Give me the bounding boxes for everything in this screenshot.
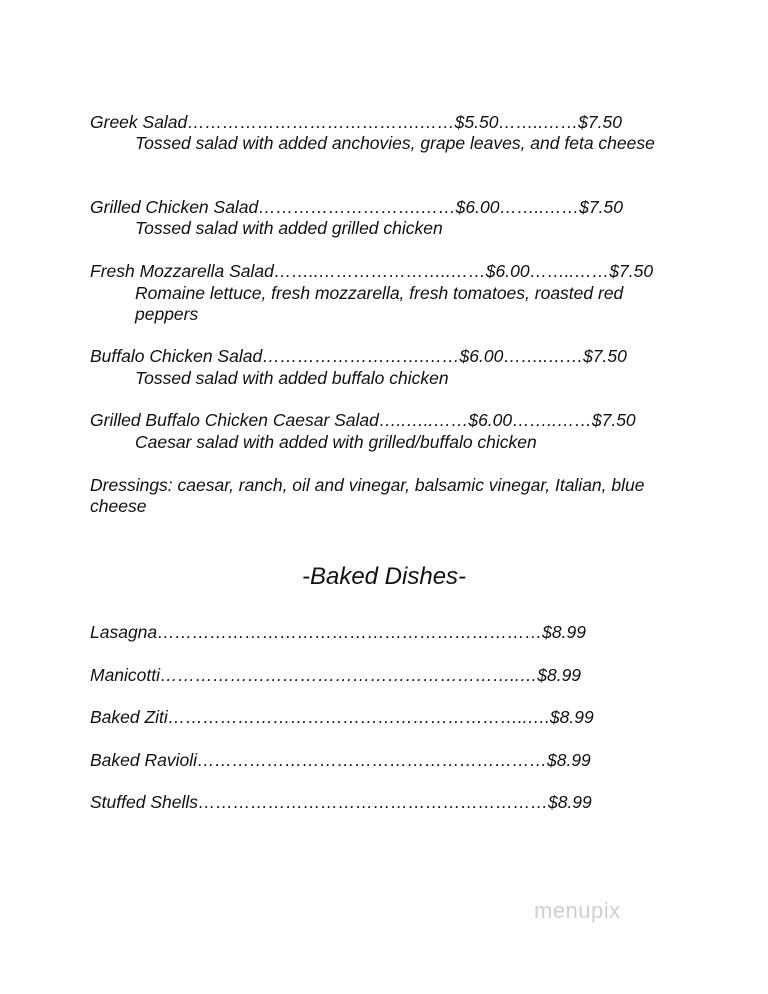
- menu-item-grilled-buffalo-chicken-caesar-salad: Grilled Buffalo Chicken Caesar Salad…..…..……$6.00……..……$7.50: [90, 410, 636, 430]
- menu-item-greek-salad: Greek Salad………………………………….……$5.50……..……$7.50: [90, 112, 622, 132]
- menu-item-fresh-mozzarella-salad: Fresh Mozzarella Salad……..…………………..……$6.00……..……$7.50: [90, 261, 654, 281]
- menu-item-lasagna: Lasagna…………………………………………………………$8.99: [90, 622, 586, 642]
- menu-item-description: Caesar salad with added with grilled/buffalo chicken: [135, 432, 537, 452]
- menu-item-description: Tossed salad with added anchovies, grape leaves, and feta cheese: [135, 133, 655, 153]
- menu-item-grilled-chicken-salad: Grilled Chicken Salad……………………….……$6.00……..……$7.50: [90, 197, 623, 217]
- menu-item-description: Romaine lettuce, fresh mozzarella, fresh tomatoes, roasted red peppers: [135, 283, 624, 324]
- menu-item-baked-ziti: Baked Ziti……………………………………………………..….$8.99: [90, 707, 594, 727]
- menu-item-description: Tossed salad with added grilled chicken: [135, 218, 443, 238]
- menu-item-stuffed-shells: Stuffed Shells……………………………………………………$8.99: [90, 792, 592, 812]
- menu-item-buffalo-chicken-salad: Buffalo Chicken Salad……………………….……$6.00……..……$7.50: [90, 346, 627, 366]
- menupix-watermark: menupix: [534, 898, 621, 923]
- menu-item-manicotti: Manicotti……………………………………………………..…$8.99: [90, 665, 582, 685]
- menu-item-baked-ravioli: Baked Ravioli……………………………………………………$8.99: [90, 750, 591, 770]
- menu-item-description: Tossed salad with added buffalo chicken: [135, 368, 449, 388]
- dressings-note: Dressings: caesar, ranch, oil and vinegar, balsamic vinegar, Italian, blue cheese: [90, 475, 645, 516]
- section-title-baked-dishes: -Baked Dishes-: [301, 563, 467, 590]
